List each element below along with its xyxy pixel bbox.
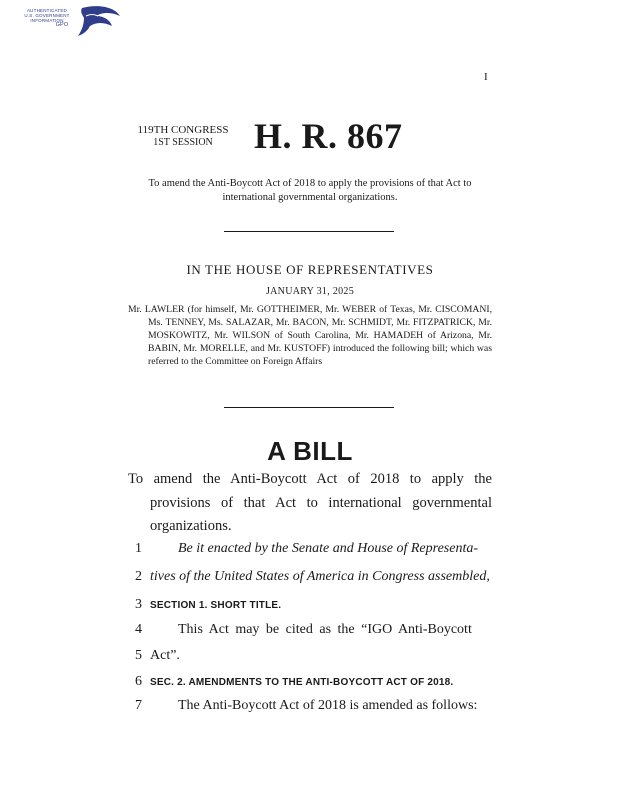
line-number: 4: [135, 622, 142, 637]
logo-line-3: INFORMATION: [30, 18, 64, 23]
logo-line-1: AUTHENTICATED: [26, 8, 68, 13]
line-number: 2: [135, 569, 142, 584]
bill-number: H. R. 867: [254, 116, 403, 156]
sponsors-text: Mr. LAWLER (for himself, Mr. GOTTHEIMER, Mr. WEBER of Texas, Mr. CISCOMANI, Ms. TENNEY, Ms. SALAZAR, Mr. BACON, Mr. SCHMIDT, Mr. FITZPATRICK, Mr. MOSKOWITZ, Mr. WILSON of South Carolina, Mr. HAMADEH of Arizona, Mr. BABIN, Mr. MORELLE, and Mr. KUSTOFF) introduced the following bill; which was referred to the Committee on Foreign Affairs: [128, 304, 492, 367]
page-number: I: [484, 71, 488, 83]
a-bill-heading: A BILL: [267, 436, 353, 466]
divider-top: [224, 231, 394, 232]
congress-label: 119TH CONGRESS: [137, 124, 229, 136]
bill-line-4: [128, 622, 492, 646]
logo-line-2: U.S. GOVERNMENT: [24, 13, 70, 18]
introduction-date: JANUARY 31, 2025: [265, 286, 355, 297]
gpo-authenticated-logo: [4, 2, 124, 42]
line-number: 6: [135, 674, 142, 689]
bill-line-6: [128, 674, 492, 698]
line-text: tives of the United States of America in Congress assembled,: [150, 569, 490, 584]
bill-line-3: [128, 597, 492, 621]
line-text: This Act may be cited as the “IGO Anti-Boycott: [178, 622, 472, 637]
line-text: The Anti-Boycott Act of 2018 is amended as follows:: [178, 698, 478, 713]
bill-line-7: [128, 698, 492, 722]
line-number: 1: [135, 541, 142, 556]
divider-bottom: [224, 407, 394, 408]
chamber-heading: IN THE HOUSE OF REPRESENTATIVES: [186, 262, 434, 277]
section-heading: SEC. 2. AMENDMENTS TO THE ANTI-BOYCOTT ACT OF 2018.: [150, 677, 454, 688]
line-number: 3: [135, 597, 142, 612]
sponsors-paragraph: [128, 303, 492, 368]
bill-line-5: [128, 648, 492, 672]
logo-line-4: GPO: [55, 22, 69, 28]
line-text: Be it enacted by the Senate and House of Representa-: [178, 541, 478, 556]
session-label: 1ST SESSION: [153, 137, 213, 148]
bill-line-2: [128, 569, 492, 593]
section-heading: SECTION 1. SHORT TITLE.: [150, 600, 282, 611]
short-description: To amend the Anti-Boycott Act of 2018 to apply the provisions of that Act to international governmental organizations.: [148, 178, 472, 203]
line-number: 7: [135, 698, 142, 713]
long-title: [128, 468, 492, 539]
line-text: Act”.: [150, 648, 180, 663]
line-number: 5: [135, 648, 142, 663]
long-title-text: To amend the Anti-Boycott Act of 2018 to apply the provisions of that Act to international governmental organizations.: [128, 471, 492, 534]
bill-line-1: [128, 541, 492, 565]
